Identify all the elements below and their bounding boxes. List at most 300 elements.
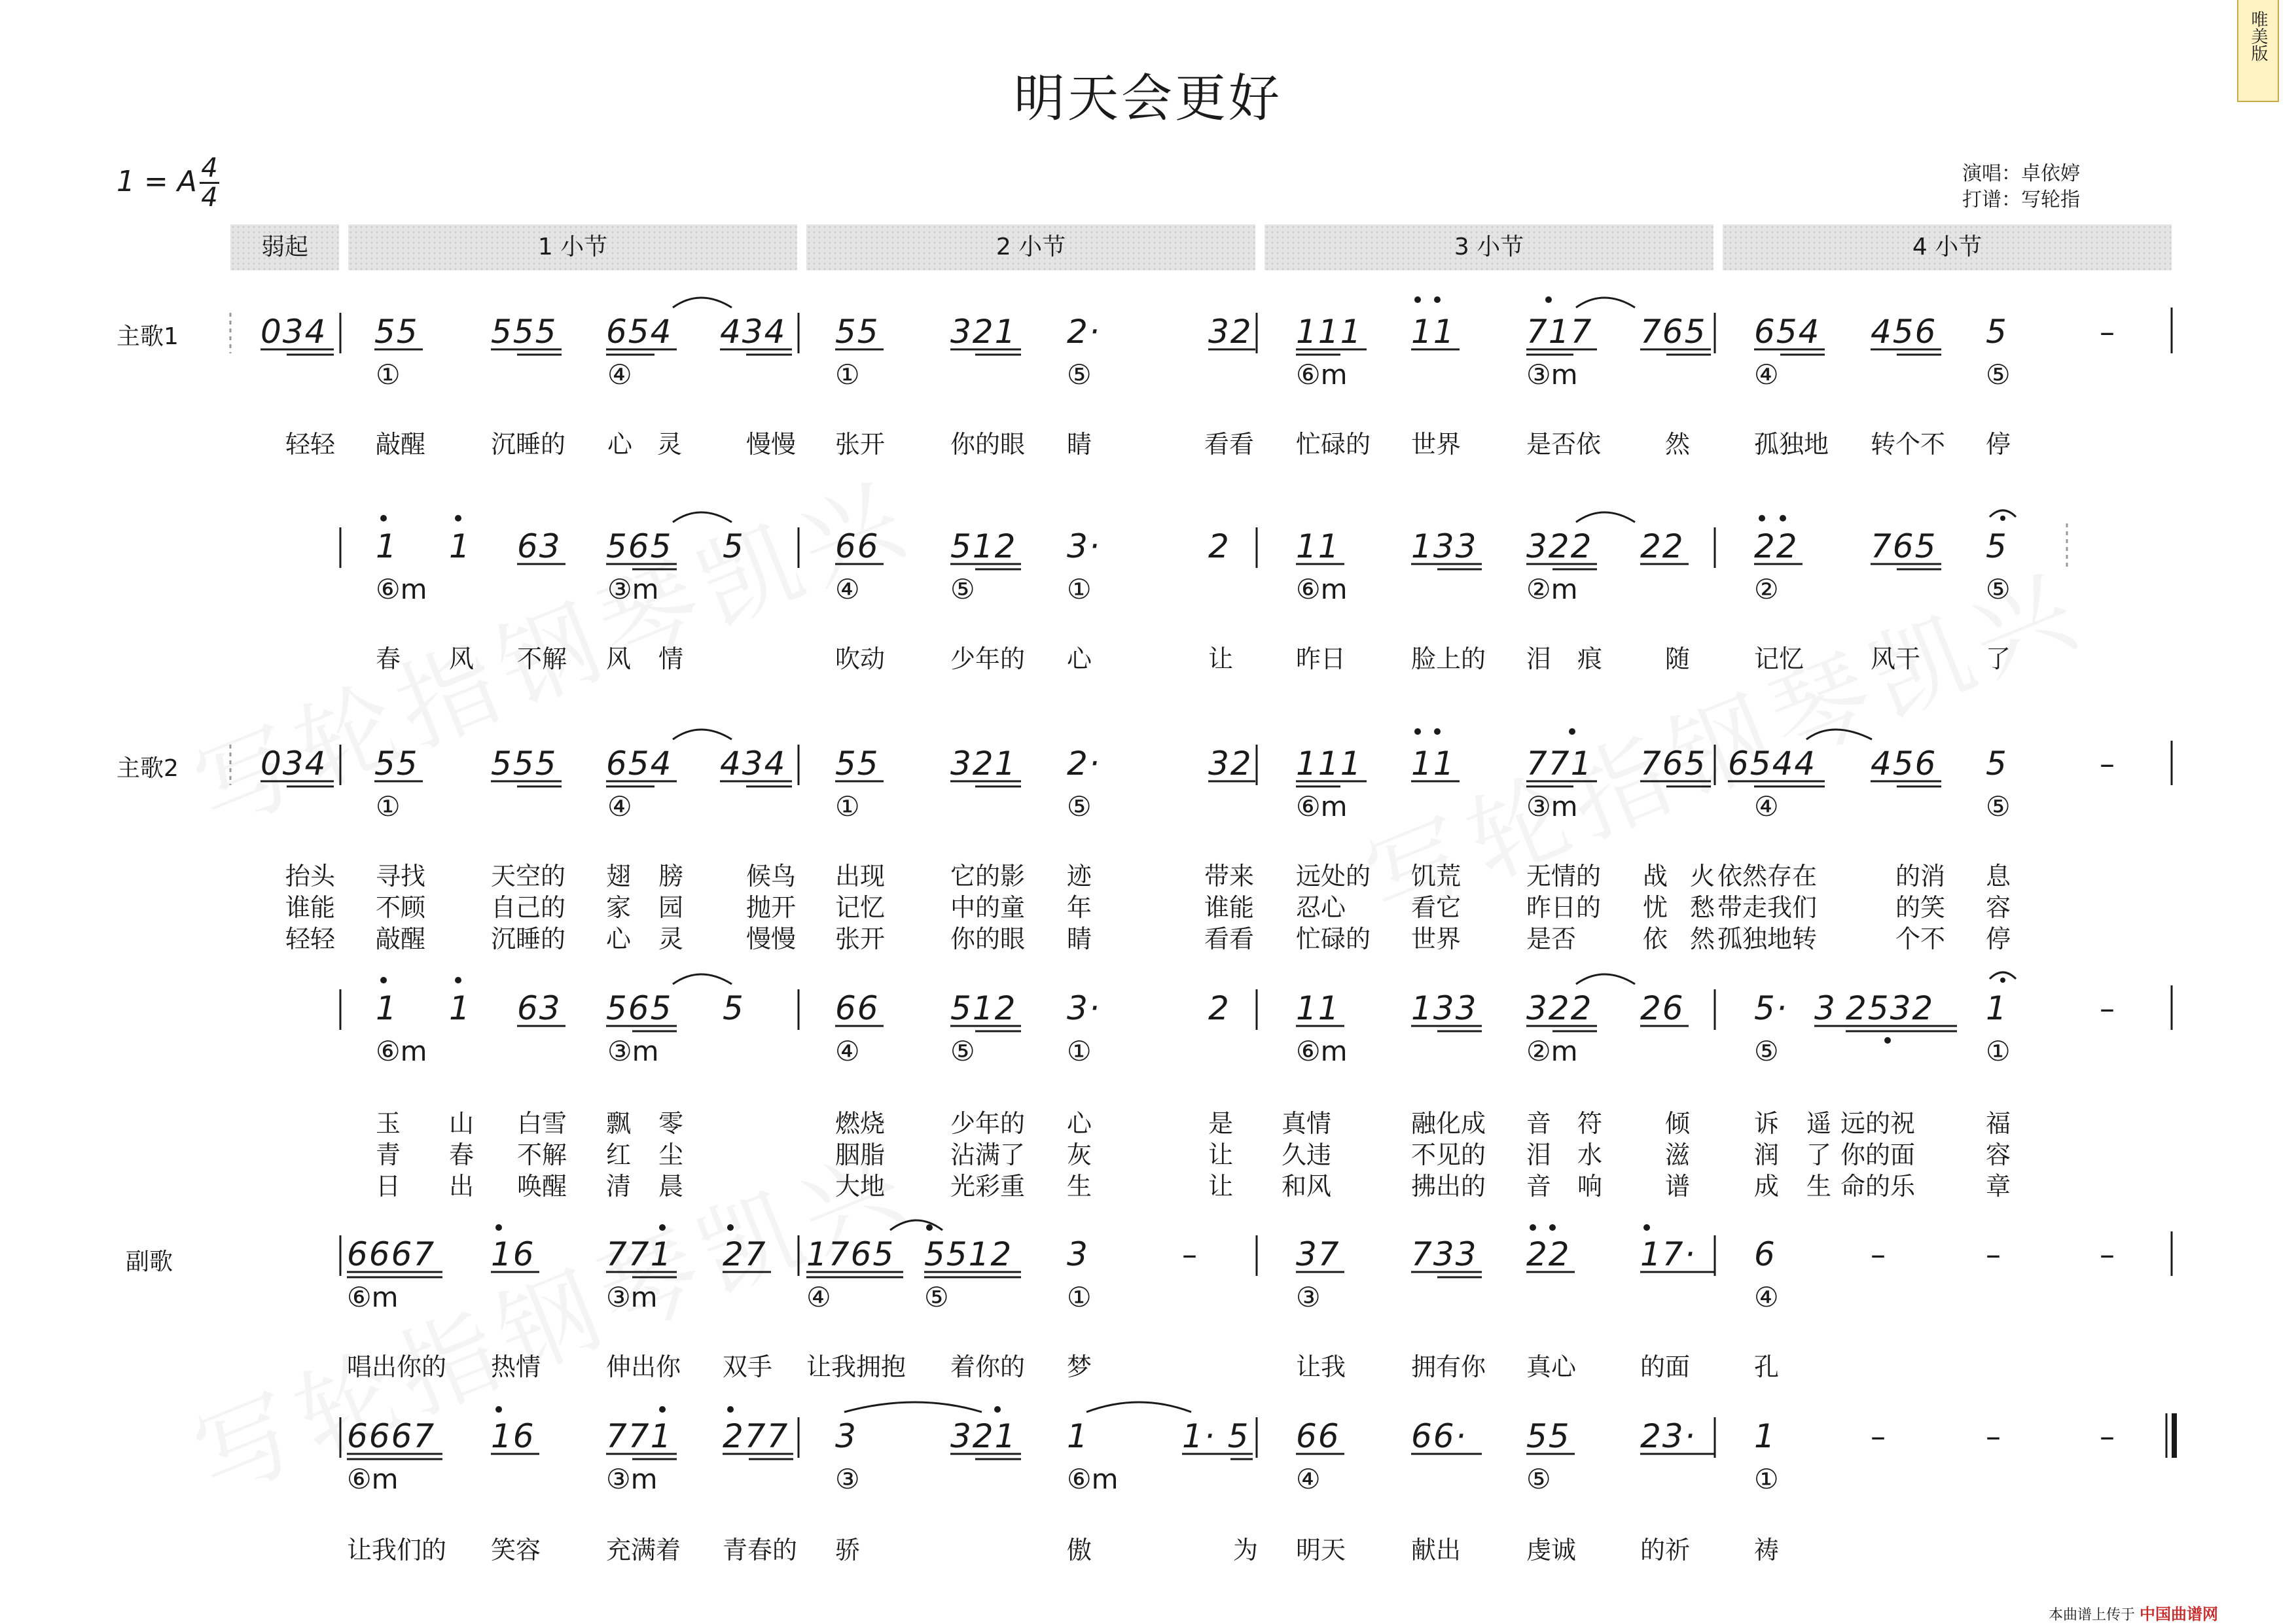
lyric: 章	[1986, 1172, 2011, 1201]
chord-marker: ⑤	[1754, 1035, 1779, 1067]
lyric: 青春的	[723, 1536, 798, 1564]
note-group: 1	[449, 527, 471, 565]
chord-marker: ⑥m	[1296, 573, 1348, 605]
lyric: 沉睡的	[491, 925, 566, 953]
lyric: 饥荒	[1411, 862, 1462, 891]
note-group: 32	[1208, 313, 1253, 351]
lyric: 抛开	[746, 893, 797, 922]
note-group: 3·	[1067, 989, 1101, 1027]
lyric: 无情的	[1526, 862, 1602, 891]
lyric: 痕	[1577, 644, 1603, 673]
lyric: 心	[606, 925, 632, 953]
lyric: 心	[607, 430, 633, 459]
lyric: 虔诚	[1526, 1536, 1577, 1564]
note-group: 11	[1411, 745, 1456, 783]
lyric: 日	[376, 1172, 401, 1201]
note-group: 2532	[1846, 989, 1935, 1027]
lyric: 少年的	[950, 1109, 1026, 1138]
lyric: 谁能	[1204, 893, 1255, 922]
note-group: 6667	[347, 1417, 436, 1455]
note-group: 11	[1411, 313, 1456, 351]
lyric: 让我	[1296, 1352, 1346, 1381]
lyric: 生	[1067, 1172, 1092, 1201]
note-group: 5	[723, 989, 745, 1027]
lyric: 笑容	[491, 1536, 541, 1564]
note-group: 771	[606, 1235, 673, 1273]
note-group: 765	[1640, 745, 1707, 783]
chord-marker: ⑤	[1986, 359, 2011, 391]
note-group: 5	[723, 527, 745, 565]
lyric: 青	[376, 1140, 401, 1169]
note-group: 555	[491, 745, 558, 783]
lyric: 出现	[835, 862, 886, 891]
lyric: 膀	[658, 862, 684, 891]
lyric: 灰	[1067, 1140, 1092, 1169]
sustain-dash: –	[1182, 1237, 1197, 1272]
chord-marker: ③	[835, 1463, 860, 1495]
note-group: 5512	[924, 1235, 1013, 1273]
lyric: 容	[1986, 893, 2011, 922]
lyric: 随	[1665, 644, 1691, 673]
note-group: 456	[1871, 313, 1937, 351]
lyric: 忧	[1643, 893, 1668, 922]
note-group: 55	[374, 745, 419, 783]
chord-marker: ④	[607, 359, 632, 391]
lyric: 让	[1208, 644, 1234, 673]
note-group: 11	[1296, 527, 1340, 565]
note-group: 2	[1208, 989, 1230, 1027]
lyric: 润	[1754, 1140, 1780, 1169]
lyric: 愁	[1690, 893, 1715, 922]
note-group: 321	[950, 1417, 1017, 1455]
sustain-dash: –	[1871, 1419, 1886, 1454]
lyric: 停	[1986, 430, 2011, 459]
note-group: 2·	[1067, 745, 1101, 783]
lyric: 的面	[1640, 1352, 1691, 1381]
lyric: 个不	[1895, 925, 1946, 953]
lyric: 生	[1806, 1172, 1832, 1201]
lyric: 让	[1208, 1140, 1234, 1169]
lyric: 孤独地	[1754, 430, 1829, 459]
note-group: 565	[606, 527, 673, 565]
note-group: 55	[835, 313, 880, 351]
lyric: 然	[1665, 430, 1691, 459]
note-group: 456	[1871, 745, 1937, 783]
lyric: 依	[1643, 925, 1668, 953]
lyric: 符	[1577, 1109, 1603, 1138]
chord-marker: ①	[376, 359, 401, 391]
chord-marker: ⑥m	[376, 1035, 427, 1067]
chord-marker: ①	[1986, 1035, 2011, 1067]
site-logo-text[interactable]: 中国曲谱网	[2140, 1605, 2219, 1623]
chord-marker: ⑤	[1986, 573, 2011, 605]
chord-marker: ③m	[1526, 790, 1578, 822]
header-bar-1: 1 小节	[348, 224, 797, 270]
chord-marker: ②	[1754, 573, 1779, 605]
chord-marker: ⑥m	[376, 573, 427, 605]
lyric: 献出	[1411, 1536, 1462, 1564]
lyric: 热情	[491, 1352, 541, 1381]
chord-marker: ②m	[1526, 1035, 1578, 1067]
lyric: 响	[1577, 1172, 1603, 1201]
lyric: 出	[449, 1172, 475, 1201]
lyric: 尘	[658, 1140, 684, 1169]
lyric: 情	[658, 644, 684, 673]
lyric: 真情	[1282, 1109, 1332, 1138]
note-group: 22	[1754, 527, 1799, 565]
lyric: 你的眼	[950, 430, 1026, 459]
lyric: 充满着	[606, 1536, 681, 1564]
note-group: 27	[723, 1235, 767, 1273]
note-group: 133	[1411, 527, 1478, 565]
lyric: 候鸟	[746, 862, 797, 891]
chord-marker: ④	[1754, 1281, 1779, 1313]
lyric: 白雪	[517, 1109, 567, 1138]
lyric: 的祈	[1640, 1536, 1691, 1564]
lyric: 音	[1526, 1172, 1552, 1201]
note-group: 321	[950, 313, 1017, 351]
lyric: 脸上的	[1411, 644, 1486, 673]
lyric: 年	[1067, 893, 1092, 922]
note-group: 6544	[1728, 745, 1817, 783]
note-group: 17·	[1640, 1235, 1696, 1273]
note-group: 2·	[1067, 313, 1101, 351]
chord-marker: ③m	[607, 1035, 659, 1067]
chord-marker: ⑤	[950, 573, 975, 605]
lyric: 然	[1690, 925, 1715, 953]
lyric: 谱	[1665, 1172, 1691, 1201]
key-signature: 1 = A	[117, 165, 197, 198]
chord-marker: ⑤	[1067, 790, 1092, 822]
note-group: 63	[517, 527, 562, 565]
sustain-dash: –	[2100, 314, 2115, 349]
singer-credit: 演唱：卓依婷	[1962, 162, 2080, 185]
lyric: 远的祝	[1840, 1109, 1916, 1138]
lyric: 沾满了	[950, 1140, 1026, 1169]
lyric: 灵	[657, 430, 683, 459]
chord-marker: ⑤	[924, 1281, 949, 1313]
note-group: 32	[1208, 745, 1253, 783]
lyric: 心	[1067, 1109, 1092, 1138]
lyric: 中的童	[950, 893, 1026, 922]
lyric: 音	[1526, 1109, 1552, 1138]
note-group: 6	[1754, 1235, 1776, 1273]
note-group: 5	[1986, 745, 2008, 783]
note-group: 1	[1067, 1417, 1089, 1455]
lyric: 孔	[1754, 1352, 1780, 1381]
note-group: 1· 5	[1182, 1417, 1250, 1455]
chord-marker: ①	[1754, 1463, 1779, 1495]
note-group: 111	[1296, 313, 1363, 351]
note-group: 1	[449, 989, 471, 1027]
note-group: 771	[1526, 745, 1593, 783]
lyric: 它的影	[950, 862, 1026, 891]
lyric: 滋	[1665, 1140, 1691, 1169]
lyric: 远处的	[1296, 862, 1371, 891]
note-group: 654	[606, 745, 673, 783]
note-group: 1	[376, 989, 398, 1027]
note-group: 63	[517, 989, 562, 1027]
note-group: 434	[720, 313, 787, 351]
badge-text: 唯美版	[2248, 10, 2268, 62]
lyric: 泪	[1526, 1140, 1552, 1169]
note-group: 66·	[1411, 1417, 1467, 1455]
lyric: 春	[376, 644, 401, 673]
note-group: 16	[491, 1235, 535, 1273]
chord-marker: ⑥m	[1296, 1035, 1348, 1067]
chord-marker: ①	[1067, 573, 1092, 605]
note-group: 66	[835, 527, 880, 565]
note-group: 733	[1411, 1235, 1478, 1273]
lyric: 梦	[1067, 1352, 1092, 1381]
sustain-dash: –	[2100, 1419, 2115, 1454]
lyric: 为	[1233, 1536, 1259, 1564]
lyric: 睛	[1067, 430, 1092, 459]
lyric: 拥有你	[1411, 1352, 1486, 1381]
lyric: 看看	[1204, 430, 1255, 459]
chord-marker: ③m	[607, 573, 659, 605]
lyric: 和风	[1282, 1172, 1332, 1201]
lyric: 了	[1806, 1140, 1832, 1169]
chord-marker: ④	[1296, 1463, 1321, 1495]
lyric: 沉睡的	[491, 430, 566, 459]
lyric: 让	[1208, 1172, 1234, 1201]
chord-marker: ④	[806, 1281, 831, 1313]
lyric: 玉	[376, 1109, 401, 1138]
chord-marker: ②m	[1526, 573, 1578, 605]
lyric: 是	[1208, 1109, 1234, 1138]
note-group: 55	[374, 313, 419, 351]
note-group: 66	[835, 989, 880, 1027]
lyric: 翅	[606, 862, 632, 891]
note-group: 1765	[806, 1235, 895, 1273]
note-group: 765	[1871, 527, 1937, 565]
lyric: 成	[1754, 1172, 1780, 1201]
lyric: 福	[1986, 1109, 2011, 1138]
lyric: 忙碌的	[1296, 925, 1371, 953]
lyric: 你的面	[1840, 1140, 1916, 1169]
note-group: 3	[1814, 989, 1837, 1027]
lyric: 世界	[1411, 430, 1462, 459]
lyric: 依然存在	[1717, 862, 1818, 891]
chord-marker: ④	[835, 573, 860, 605]
footer-prefix: 本曲谱上传于	[2049, 1607, 2136, 1623]
header-bar-3: 3 小节	[1265, 224, 1713, 270]
lyric: 寻找	[376, 862, 426, 891]
lyric: 容	[1986, 1140, 2011, 1169]
note-group: 1	[1754, 1417, 1776, 1455]
note-group: 1	[1986, 989, 2008, 1027]
note-group: 22	[1640, 527, 1685, 565]
lyric: 昨日的	[1526, 893, 1602, 922]
note-group: 034	[260, 313, 327, 351]
lyric: 自己的	[491, 893, 566, 922]
section-label-verse2: 主歌2	[117, 755, 179, 782]
lyric: 不解	[517, 644, 567, 673]
sustain-dash: –	[2100, 991, 2115, 1026]
note-group: 6667	[347, 1235, 436, 1273]
note-group: 16	[491, 1417, 535, 1455]
note-group: 034	[260, 745, 327, 783]
lyric: 心	[1067, 644, 1092, 673]
lyric: 昨日	[1296, 644, 1346, 673]
note-group: 654	[1754, 313, 1821, 351]
note-group: 565	[606, 989, 673, 1027]
header-bar-4: 4 小节	[1723, 224, 2172, 270]
chord-marker: ⑥m	[1296, 790, 1348, 822]
lyric: 园	[658, 893, 684, 922]
lyric: 真心	[1526, 1352, 1577, 1381]
lyric: 了	[1986, 644, 2011, 673]
lyric: 忍心	[1296, 893, 1346, 922]
sustain-dash: –	[1871, 1237, 1886, 1272]
chord-marker: ③	[1296, 1281, 1321, 1313]
lyric: 转个不	[1871, 430, 1946, 459]
chord-marker: ①	[835, 790, 860, 822]
lyric: 飘	[606, 1109, 632, 1138]
lyric: 倾	[1665, 1109, 1691, 1138]
lyric: 记忆	[835, 893, 886, 922]
chord-marker: ③m	[1526, 359, 1578, 391]
lyric: 遥	[1806, 1109, 1832, 1138]
section-label-chorus: 副歌	[126, 1248, 173, 1275]
lyric: 慢慢	[746, 430, 797, 459]
lyric: 着你的	[950, 1352, 1026, 1381]
lyric: 清	[606, 1172, 632, 1201]
chord-marker: ⑥m	[1067, 1463, 1119, 1495]
sustain-dash: –	[1986, 1419, 2001, 1454]
lyric: 睛	[1067, 925, 1092, 953]
lyric: 带走我们	[1717, 893, 1818, 922]
note-group: 771	[606, 1417, 673, 1455]
note-group: 555	[491, 313, 558, 351]
lyric: 记忆	[1754, 644, 1804, 673]
lyric: 火	[1690, 862, 1715, 891]
note-group: 321	[950, 745, 1017, 783]
note-group: 11	[1296, 989, 1340, 1027]
chord-marker: ③m	[606, 1463, 658, 1495]
lyric: 大地	[835, 1172, 886, 1201]
lyric: 息	[1986, 862, 2011, 891]
lyric: 看它	[1411, 893, 1462, 922]
sustain-dash: –	[2100, 1237, 2115, 1272]
lyric: 风干	[1871, 644, 1921, 673]
note-group: 3	[1067, 1235, 1089, 1273]
chord-marker: ⑥m	[347, 1463, 399, 1495]
chord-marker: ⑥m	[347, 1281, 399, 1313]
chord-marker: ④	[607, 790, 632, 822]
lyric: 春	[449, 1140, 475, 1169]
lyric: 久违	[1282, 1140, 1332, 1169]
lyric: 忙碌的	[1296, 430, 1371, 459]
lyric: 燃烧	[835, 1109, 886, 1138]
lyric: 抬头	[285, 862, 336, 891]
lyric: 吹动	[835, 644, 886, 673]
note-group: 5·	[1754, 989, 1788, 1027]
note-group: 66	[1296, 1417, 1340, 1455]
chord-marker: ⑤	[1067, 359, 1092, 391]
note-group: 765	[1640, 313, 1707, 351]
chord-marker: ⑥m	[1296, 359, 1348, 391]
lyric: 天空的	[491, 862, 566, 891]
lyric: 轻轻	[285, 430, 336, 459]
chord-marker: ①	[1067, 1281, 1092, 1313]
note-group: 322	[1526, 527, 1593, 565]
lyric: 家	[606, 893, 632, 922]
lyric: 轻轻	[285, 925, 336, 953]
note-group: 55	[835, 745, 880, 783]
note-group: 1	[376, 527, 398, 565]
section-label-verse1: 主歌1	[117, 323, 179, 350]
lyric: 谁能	[285, 893, 336, 922]
lyric: 傲	[1067, 1536, 1092, 1564]
lyric: 祷	[1754, 1536, 1780, 1564]
lyric: 山	[449, 1109, 475, 1138]
lyric: 少年的	[950, 644, 1026, 673]
lyric: 命的乐	[1840, 1172, 1916, 1201]
lyric: 明天	[1296, 1536, 1346, 1564]
chord-marker: ④	[1754, 359, 1779, 391]
note-group: 512	[950, 989, 1017, 1027]
lyric: 骄	[835, 1536, 861, 1564]
lyric: 风	[449, 644, 475, 673]
page-title: 明天会更好	[1013, 69, 1282, 128]
header-bar-2: 2 小节	[806, 224, 1255, 270]
lyric: 停	[1986, 925, 2011, 953]
note-group: 5	[1986, 313, 2008, 351]
lyric: 伸出你	[606, 1352, 681, 1381]
sustain-dash: –	[1986, 1237, 2001, 1272]
lyric: 你的眼	[950, 925, 1026, 953]
lyric: 迹	[1067, 862, 1092, 891]
note-group: 55	[1526, 1417, 1571, 1455]
lyric: 胭脂	[835, 1140, 886, 1169]
chord-marker: ①	[376, 790, 401, 822]
lyric: 零	[658, 1109, 684, 1138]
note-group: 512	[950, 527, 1017, 565]
lyric: 唤醒	[517, 1172, 567, 1201]
lyric: 的笑	[1895, 893, 1946, 922]
chord-marker: ①	[1067, 1035, 1092, 1067]
header-pickup: 弱起	[230, 224, 339, 270]
footer-credit	[2049, 1601, 2218, 1624]
lyric: 让我们的	[347, 1536, 447, 1564]
chord-marker: ⑤	[950, 1035, 975, 1067]
note-group: 717	[1526, 313, 1593, 351]
lyric: 慢慢	[746, 925, 797, 953]
lyric: 敲醒	[376, 925, 426, 953]
note-group: 277	[723, 1417, 789, 1455]
note-group: 22	[1526, 1235, 1571, 1273]
lyric: 世界	[1411, 925, 1462, 953]
lyric: 张开	[835, 925, 886, 953]
note-group: 322	[1526, 989, 1593, 1027]
chord-marker: ⑤	[1526, 1463, 1551, 1495]
note-group: 654	[606, 313, 673, 351]
lyric: 融化成	[1411, 1109, 1486, 1138]
lyric: 红	[606, 1140, 632, 1169]
lyric: 灵	[658, 925, 684, 953]
lyric: 让我拥抱	[806, 1352, 906, 1381]
note-group: 3	[835, 1417, 857, 1455]
lyric: 水	[1577, 1140, 1603, 1169]
lyric: 是否	[1526, 925, 1577, 953]
lyric: 泪	[1526, 644, 1552, 673]
note-group: 434	[720, 745, 787, 783]
lyric: 的消	[1895, 862, 1946, 891]
lyric: 晨	[658, 1172, 684, 1201]
lyric: 唱出你的	[347, 1352, 447, 1381]
